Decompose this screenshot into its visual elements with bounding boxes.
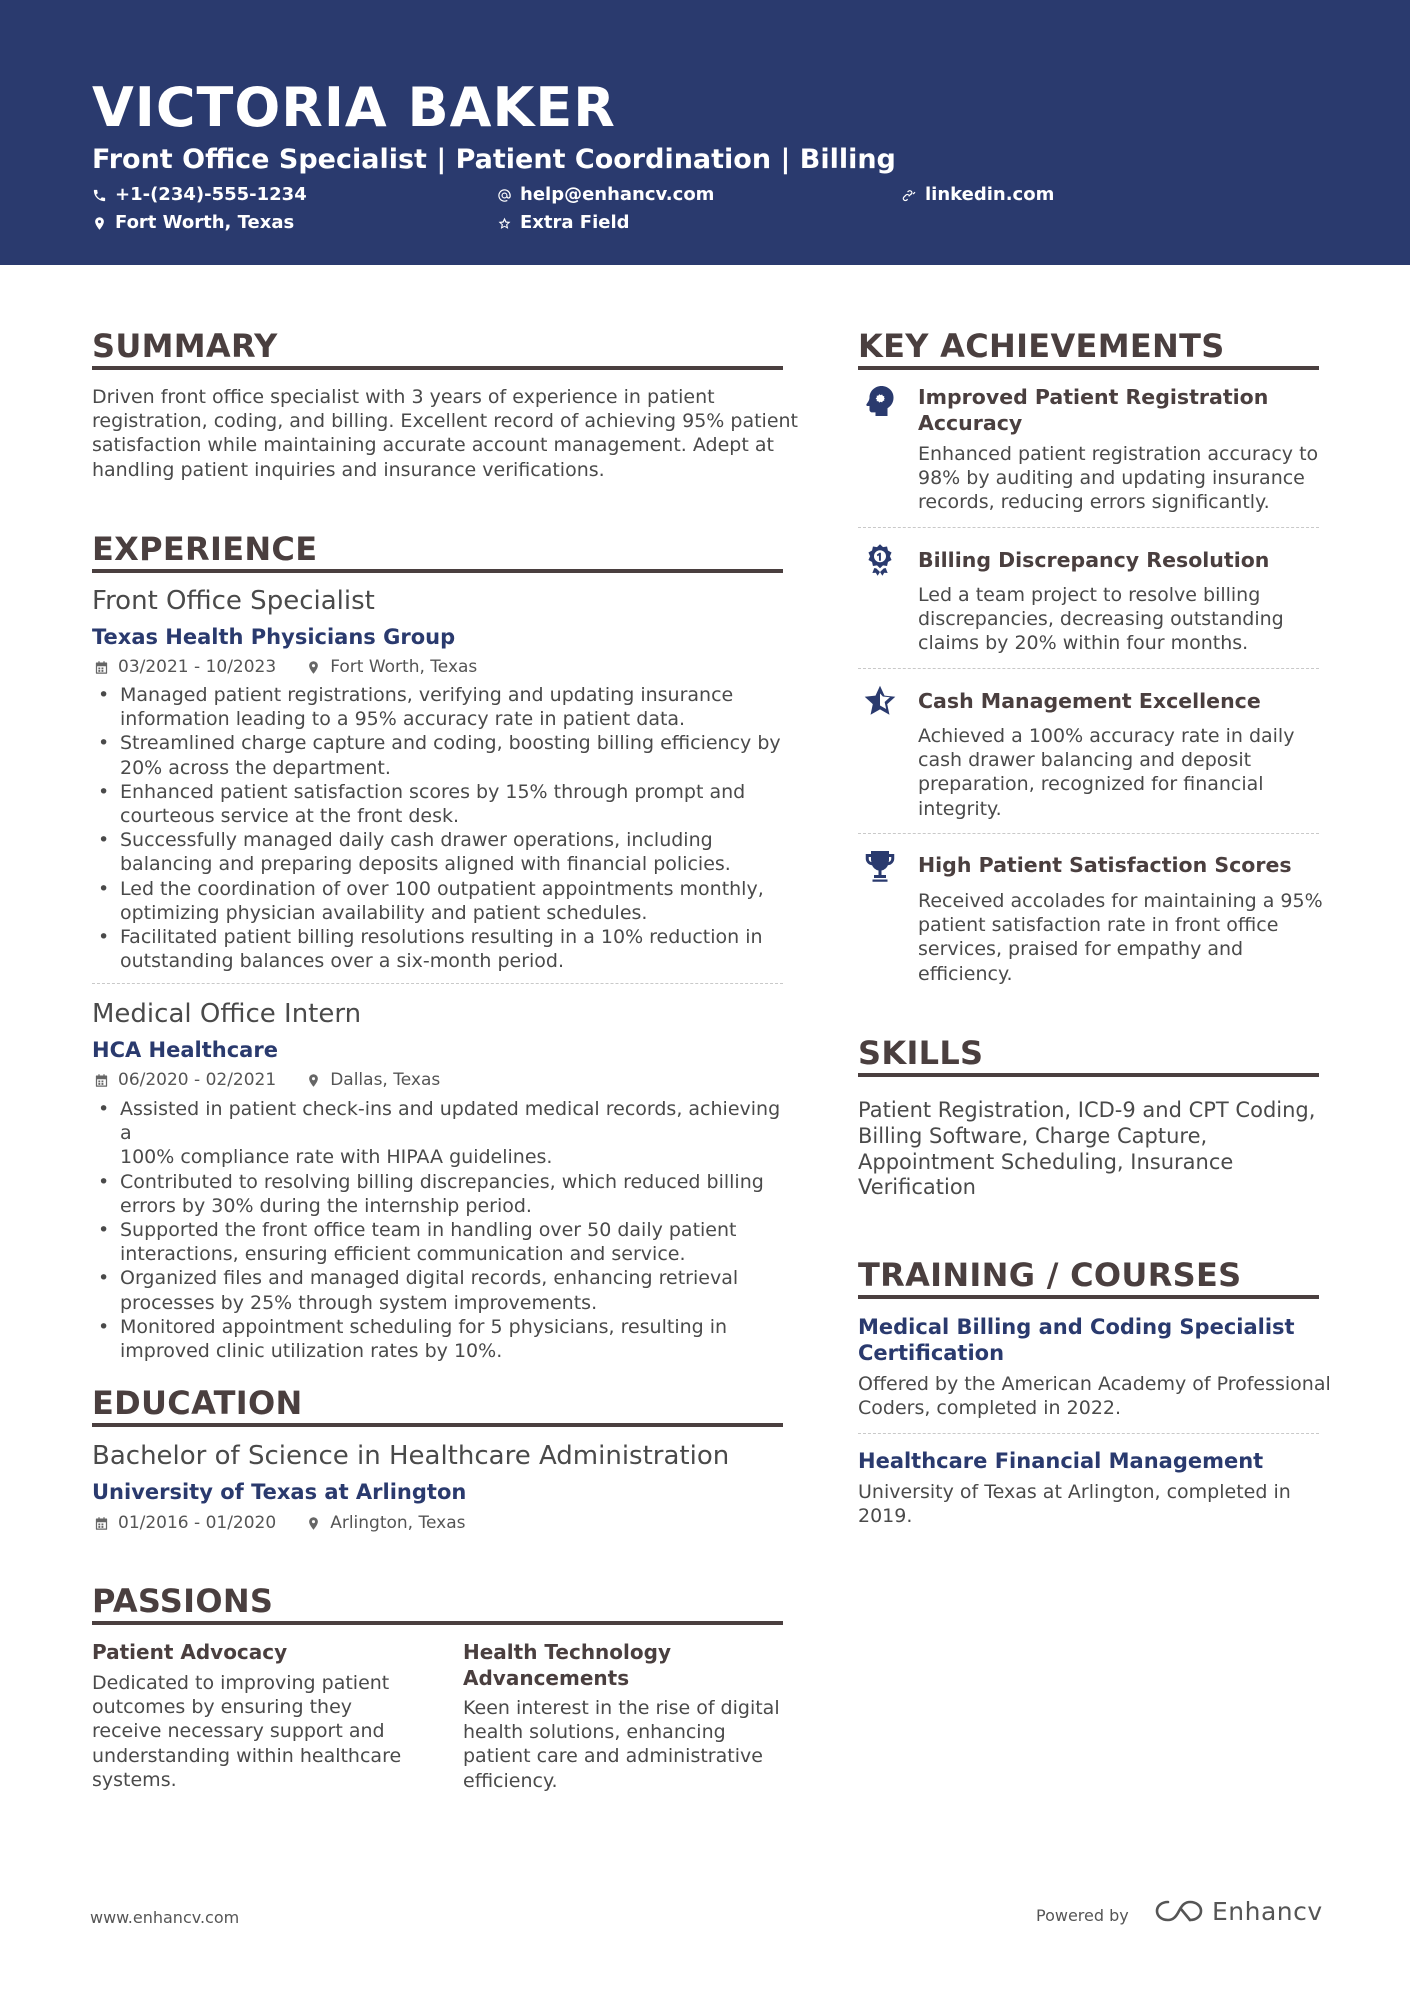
summary-line: registration, coding, and billing. Excellent record of achieving 95% patient xyxy=(92,410,798,433)
course-line: University of Texas at Arlington, completed in xyxy=(858,1481,1291,1503)
location-pin-icon xyxy=(306,660,321,675)
location-pin-icon xyxy=(306,1073,321,1088)
medal-icon xyxy=(862,542,898,578)
head-icon xyxy=(862,383,898,419)
summary-heading: SUMMARY xyxy=(92,327,278,365)
bullet-line: • Successfully managed daily cash drawer operations, including xyxy=(120,829,713,852)
achievement-line: records, reducing errors significantly. xyxy=(918,491,1270,514)
bullet-line: interactions, ensuring efficient communication and service. xyxy=(120,1243,686,1266)
training-rule xyxy=(858,1295,1319,1299)
achievement-line: Enhanced patient registration accuracy to xyxy=(918,443,1319,465)
passion-title xyxy=(463,1639,671,1691)
course-line: Offered by the American Academy of Professional xyxy=(858,1373,1331,1395)
passion-line: receive necessary support and xyxy=(92,1720,385,1743)
contact-linkedin[interactable] xyxy=(902,183,1054,207)
bullet-line: • Assisted in patient check-ins and updated medical records, achieving a xyxy=(120,1098,781,1145)
summary-rule xyxy=(92,366,783,370)
bullet-line: • Enhanced patient satisfaction scores by 15% through prompt and xyxy=(120,780,746,803)
candidate-name: VICTORIA BAKER xyxy=(92,76,616,139)
bullet-line: • Led the coordination of over 100 outpatient appointments monthly, xyxy=(120,877,764,900)
achievement-line: discrepancies, decreasing outstanding xyxy=(918,608,1284,631)
bullet-item xyxy=(92,780,792,828)
skills-heading: SKILLS xyxy=(858,1034,984,1072)
contact-email[interactable] xyxy=(497,183,714,207)
course-divider xyxy=(858,1433,1319,1434)
bullet-line: processes by 25% through system improvements. xyxy=(120,1291,598,1314)
footer-powered-by: Powered by xyxy=(1036,1906,1129,1925)
achievement-divider xyxy=(858,527,1319,528)
achievement-line: cash drawer balancing and deposit xyxy=(918,749,1252,772)
bullet-line: 100% compliance rate with HIPAA guidelines. xyxy=(120,1146,553,1169)
skills-line: Billing Software, Charge Capture, xyxy=(858,1123,1208,1148)
candidate-subtitle: Front Office Specialist | Patient Coordination | Billing xyxy=(92,144,896,175)
company-name: Texas Health Physicians Group xyxy=(92,625,456,649)
star-icon xyxy=(862,683,898,719)
achievement-text xyxy=(918,889,1323,986)
calendar-icon xyxy=(94,1073,109,1088)
education-location-text: Arlington, Texas xyxy=(330,1513,466,1533)
achievement-title-line: Billing Discrepancy Resolution xyxy=(918,548,1270,572)
email-text: help@enhancv.com xyxy=(520,184,715,205)
bullet-item xyxy=(92,731,792,779)
course-title xyxy=(858,1448,1263,1474)
bullet-item xyxy=(92,1097,792,1170)
contact-extra xyxy=(497,211,630,235)
skills-text xyxy=(858,1098,1315,1201)
bullet-line: information leading to a 95% accuracy rate in patient data. xyxy=(120,708,686,731)
achievement-line: 98% by auditing and updating insurance xyxy=(918,467,1305,490)
bullet-line: balancing and preparing deposits aligned with financial policies. xyxy=(120,853,731,876)
bullet-item xyxy=(92,683,792,731)
bullet-line: 20% across the department. xyxy=(120,756,391,779)
bullet-item xyxy=(92,877,792,925)
job-dates: 03/2021 - 10/2023 xyxy=(118,657,277,677)
star-outline-icon xyxy=(497,216,512,231)
job-divider xyxy=(92,983,783,984)
location-pin-icon xyxy=(92,216,107,231)
achievement-line: patient satisfaction rate in front office xyxy=(918,914,1279,937)
achievement-line: Led a team project to resolve billing xyxy=(918,584,1261,606)
course-title-line: Healthcare Financial Management xyxy=(858,1449,1264,1473)
passion-line: patient care and administrative xyxy=(463,1745,763,1768)
achievement-title-line: Improved Patient Registration xyxy=(918,385,1269,409)
passion-title-line: Health Technology xyxy=(463,1640,671,1664)
job-meta xyxy=(94,656,477,678)
passion-text xyxy=(463,1696,780,1793)
school-name: University of Texas at Arlington xyxy=(92,1480,467,1504)
bullet-line: improved clinic utilization rates by 10%. xyxy=(120,1340,503,1363)
experience-rule xyxy=(92,569,783,573)
passion-text xyxy=(92,1671,401,1792)
bullet-line: • Managed patient registrations, verifying and updating insurance xyxy=(120,684,734,706)
course-line: Coders, completed in 2022. xyxy=(858,1397,1122,1420)
bullet-item xyxy=(92,828,792,876)
location-text: Fort Worth, Texas xyxy=(115,212,295,233)
experience-heading: EXPERIENCE xyxy=(92,530,318,568)
contact-phone[interactable] xyxy=(92,183,307,207)
location-pin-icon xyxy=(306,1516,321,1531)
footer-website[interactable]: www.enhancv.com xyxy=(90,1908,240,1927)
achievement-title xyxy=(918,852,1292,878)
achievement-divider xyxy=(858,668,1319,669)
achievement-line: claims by 20% within four months. xyxy=(918,632,1249,655)
achievements-rule xyxy=(858,366,1319,370)
job-title: Front Office Specialist xyxy=(92,586,375,616)
phone-text: +1-(234)-555-1234 xyxy=(115,184,307,205)
bullet-line: optimizing physician availability and patient schedules. xyxy=(120,901,648,924)
achievement-line: integrity. xyxy=(918,797,1002,820)
training-heading: TRAINING / COURSES xyxy=(858,1256,1242,1294)
achievement-line: Achieved a 100% accuracy rate in daily xyxy=(918,725,1295,747)
summary-text xyxy=(92,385,798,482)
contact-location xyxy=(92,211,294,235)
education-dates: 01/2016 - 01/2020 xyxy=(118,1513,277,1533)
education-heading: EDUCATION xyxy=(92,1384,303,1422)
bullet-line: • Monitored appointment scheduling for 5 physicians, resulting in xyxy=(120,1315,728,1338)
passion-line: outcomes by ensuring they xyxy=(92,1696,352,1719)
enhancv-logo-text: Enhancv xyxy=(1212,1896,1323,1926)
enhancv-logo[interactable] xyxy=(1154,1896,1323,1926)
passion-title xyxy=(92,1639,287,1665)
bullet-item xyxy=(92,1218,792,1266)
achievements-heading: KEY ACHIEVEMENTS xyxy=(858,327,1225,365)
bullet-line: outstanding balances over a six-month period. xyxy=(120,950,565,973)
passion-line: systems. xyxy=(92,1768,177,1791)
achievement-title xyxy=(918,688,1261,714)
achievement-line: efficiency. xyxy=(918,962,1013,985)
achievement-text xyxy=(918,724,1294,821)
education-rule xyxy=(92,1423,783,1427)
job-title: Medical Office Intern xyxy=(92,999,362,1029)
summary-line: satisfaction while maintaining accurate account management. Adept at xyxy=(92,434,774,457)
achievement-text xyxy=(918,442,1318,515)
job-meta xyxy=(94,1069,440,1091)
achievement-title xyxy=(918,384,1268,436)
passion-title-line: Advancements xyxy=(463,1666,630,1690)
passion-line: Keen interest in the rise of digital xyxy=(463,1697,780,1719)
bullet-item xyxy=(92,1266,792,1314)
calendar-icon xyxy=(94,1516,109,1531)
achievement-line: Received accolades for maintaining a 95% xyxy=(918,890,1323,912)
skills-rule xyxy=(858,1073,1319,1077)
summary-line: handling patient inquiries and insurance verifications. xyxy=(92,458,605,481)
bullet-line: courteous service at the front desk. xyxy=(120,805,460,828)
passion-line: efficiency. xyxy=(463,1769,558,1792)
job-location xyxy=(306,1069,440,1091)
course-text xyxy=(858,1372,1331,1420)
achievement-title-line: Accuracy xyxy=(918,411,1023,435)
achievement-text xyxy=(918,583,1284,656)
passion-line: understanding within healthcare xyxy=(92,1744,402,1767)
link-icon xyxy=(902,188,917,203)
skills-line: Verification xyxy=(858,1175,976,1200)
achievement-line: services, praised for empathy and xyxy=(918,938,1244,961)
achievement-title-line: Cash Management Excellence xyxy=(918,689,1261,713)
course-title-line: Medical Billing and Coding Specialist xyxy=(858,1315,1295,1339)
job-bullets xyxy=(92,1097,792,1363)
bullet-item xyxy=(92,925,792,973)
job-bullets xyxy=(92,683,792,973)
passions-heading: PASSIONS xyxy=(92,1582,274,1620)
header xyxy=(0,0,1410,265)
skills-line: Appointment Scheduling, Insurance xyxy=(858,1149,1234,1174)
course-text xyxy=(858,1480,1291,1528)
passion-line: health solutions, enhancing xyxy=(463,1721,726,1744)
education-meta xyxy=(94,1512,465,1534)
job-location-text: Dallas, Texas xyxy=(330,1070,441,1090)
summary-line: Driven front office specialist with 3 years of experience in patient xyxy=(92,386,715,408)
passion-line: Dedicated to improving patient xyxy=(92,1672,390,1694)
passion-title-line: Patient Advocacy xyxy=(92,1640,288,1664)
achievement-line: preparation, recognized for financial xyxy=(918,773,1264,796)
job-location xyxy=(306,656,477,678)
at-icon xyxy=(497,188,512,203)
bullet-line: • Facilitated patient billing resolutions resulting in a 10% reduction in xyxy=(120,926,763,949)
bullet-line: errors by 30% during the internship period. xyxy=(120,1194,532,1217)
trophy-icon xyxy=(862,848,898,884)
calendar-icon xyxy=(94,660,109,675)
bullet-line: • Organized files and managed digital records, enhancing retrieval xyxy=(120,1267,739,1290)
bullet-item xyxy=(92,1170,792,1218)
course-title-line: Certification xyxy=(858,1341,1005,1365)
skills-line: Patient Registration, ICD-9 and CPT Coding, xyxy=(858,1098,1316,1122)
degree-title: Bachelor of Science in Healthcare Administration xyxy=(92,1441,730,1471)
achievement-title-line: High Patient Satisfaction Scores xyxy=(918,853,1292,877)
bullet-line: • Contributed to resolving billing discrepancies, which reduced billing xyxy=(120,1170,764,1193)
phone-icon xyxy=(92,188,107,203)
bullet-line: • Streamlined charge capture and coding, boosting billing efficiency by xyxy=(120,732,781,755)
achievement-divider xyxy=(858,833,1319,834)
bullet-line: • Supported the front office team in handling over 50 daily patient xyxy=(120,1219,737,1242)
job-dates: 06/2020 - 02/2021 xyxy=(118,1070,277,1090)
passions-rule xyxy=(92,1621,783,1625)
achievement-title xyxy=(918,547,1269,573)
education-location xyxy=(306,1512,465,1534)
course-title xyxy=(858,1314,1295,1366)
linkedin-text: linkedin.com xyxy=(925,184,1055,205)
extra-text: Extra Field xyxy=(520,212,630,233)
company-name: HCA Healthcare xyxy=(92,1038,278,1062)
bullet-item xyxy=(92,1315,792,1363)
enhancv-logo-icon xyxy=(1154,1896,1204,1926)
job-location-text: Fort Worth, Texas xyxy=(330,657,478,677)
course-line: 2019. xyxy=(858,1505,913,1528)
